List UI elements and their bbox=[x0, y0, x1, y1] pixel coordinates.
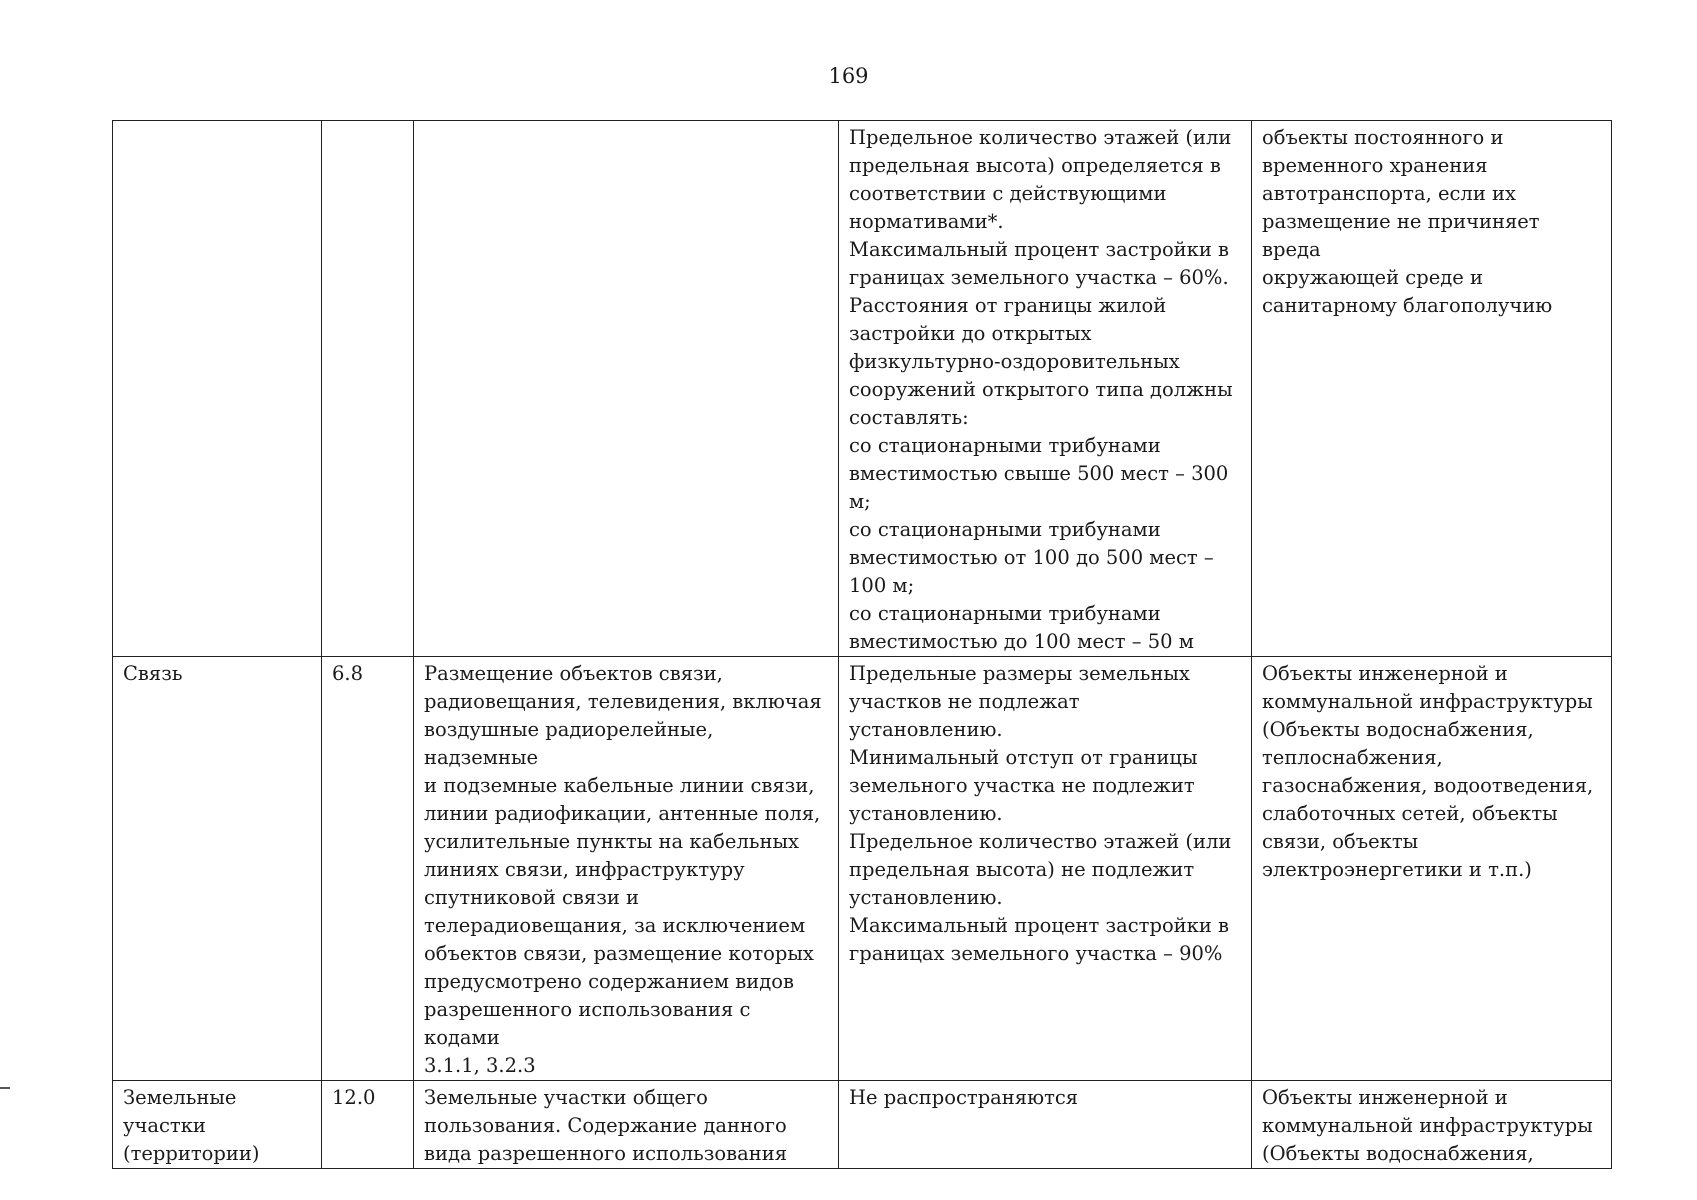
use-description-cell: Земельные участки общего пользования. Содержание данного вида разрешенного использования bbox=[414, 1081, 839, 1169]
page-number: 169 bbox=[828, 64, 869, 88]
auxiliary-uses-cell: объекты постоянного и временного хранения автотранспорта, если их размещение не причиняет вреда окружающей среде и санитарному благополучию bbox=[1252, 121, 1612, 657]
parameters-cell: Предельное количество этажей (или предельная высота) определяется в соответствии с действующими нормативами*. Максимальный процент застройки в границах земельного участка – 60%. Расстояния от границы жилой застройки до открытых физкультурно-оздоровительных сооружений открытого типа должны составлять: со стационарными трибунами вместимостью свыше 500 мест – 300 м; со стационарными трибунами вместимостью от 100 до 500 мест – 100 м; со стационарными трибунами вместимостью до 100 мест – 50 м bbox=[839, 121, 1252, 657]
table-row bbox=[113, 657, 1612, 1081]
use-description-cell bbox=[414, 121, 839, 657]
use-name-cell: Связь bbox=[113, 657, 322, 1081]
use-code-cell: 6.8 bbox=[322, 657, 414, 1081]
parameters-cell: Не распространяются bbox=[839, 1081, 1252, 1169]
scan-edge-mark bbox=[0, 1087, 10, 1089]
parameters-cell: Предельные размеры земельных участков не подлежат установлению. Минимальный отступ от границы земельного участка не подлежит установлению. Предельное количество этажей (или предельная высота) не подлежит установлению. Максимальный процент застройки в границах земельного участка – 90% bbox=[839, 657, 1252, 1081]
use-name-cell bbox=[113, 121, 322, 657]
land-use-table bbox=[112, 120, 1612, 1169]
table-row bbox=[113, 1081, 1612, 1169]
table-row bbox=[113, 121, 1612, 657]
use-code-cell: 12.0 bbox=[322, 1081, 414, 1169]
use-description-cell: Размещение объектов связи, радиовещания, телевидения, включая воздушные радиорелейные, надземные и подземные кабельные линии связи, линии радиофикации, антенные поля, усилительные пункты на кабельных линиях связи, инфраструктуру спутниковой связи и телерадиовещания, за исключением объектов связи, размещение которых предусмотрено содержанием видов разрешенного использования с кодами 3.1.1, 3.2.3 bbox=[414, 657, 839, 1081]
auxiliary-uses-cell: Объекты инженерной и коммунальной инфраструктуры (Объекты водоснабжения, bbox=[1252, 1081, 1612, 1169]
use-code-cell bbox=[322, 121, 414, 657]
use-name-cell: Земельные участки (территории) bbox=[113, 1081, 322, 1169]
auxiliary-uses-cell: Объекты инженерной и коммунальной инфраструктуры (Объекты водоснабжения, теплоснабжения, газоснабжения, водоотведения, слаботочных сетей, объекты связи, объекты электроэнергетики и т.п.) bbox=[1252, 657, 1612, 1081]
